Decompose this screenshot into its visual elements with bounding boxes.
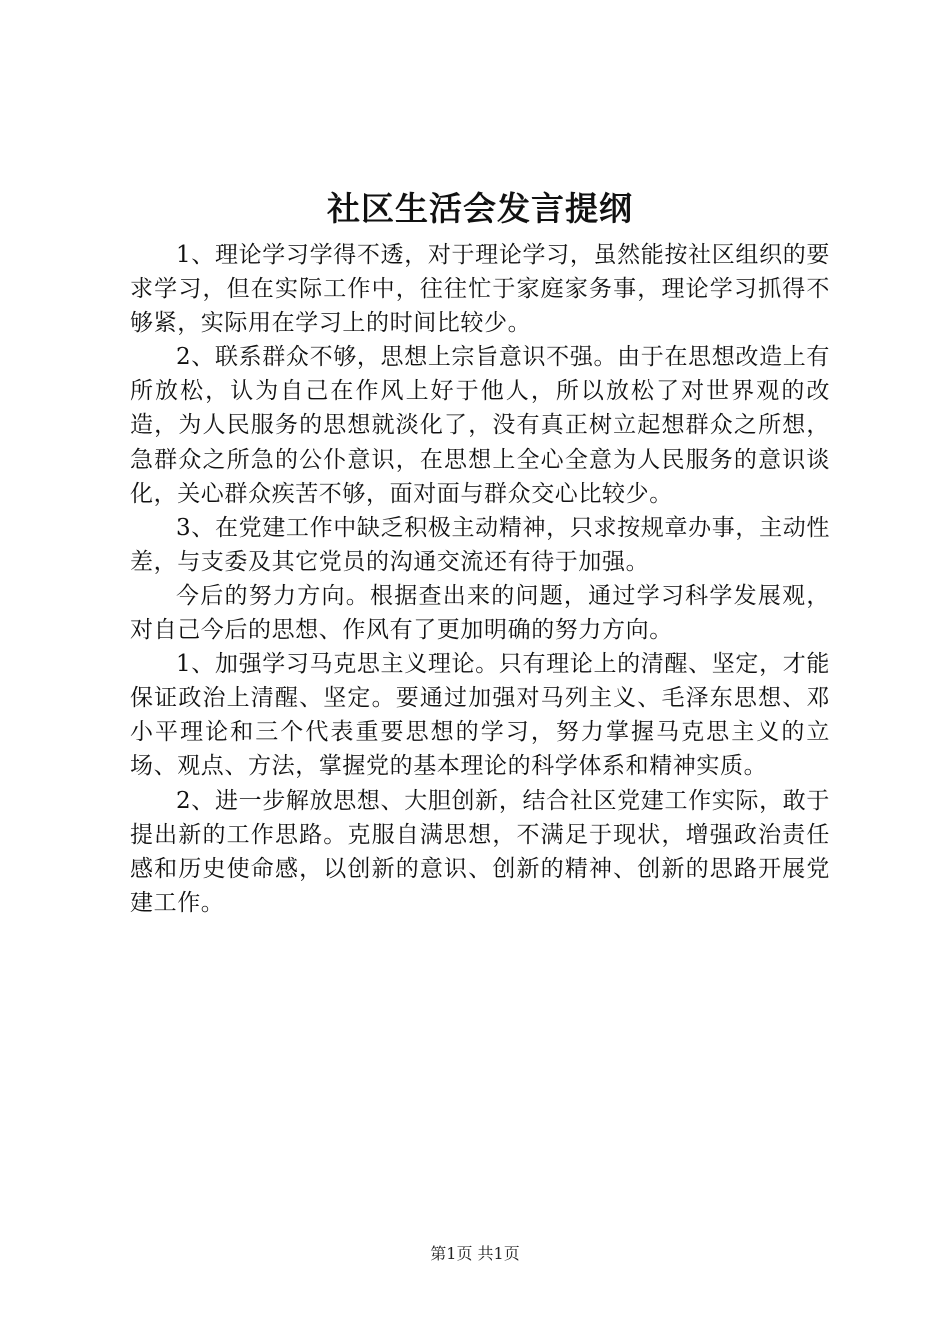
paragraph-3: 3、在党建工作中缺乏积极主动精神，只求按规章办事，主动性差，与支委及其它党员的沟通交流还有待于加强。 [130,514,830,575]
document-title: 社区生活会发言提纲 [327,189,633,228]
paragraph-2: 2、联系群众不够，思想上宗旨意识不强。由于在思想改造上有所放松，认为自己在作风上好于他人，所以放松了对世界观的改造，为人民服务的思想就淡化了，没有真正树立起想群众之所想，急群众之所急的公仆意识，在思想上全心全意为人民服务的意识谈化，关心群众疾苦不够，面对面与群众交心比较少。 [130,344,830,507]
paragraph-1: 1、理论学习学得不透，对于理论学习，虽然能按社区组织的要求学习，但在实际工作中，往往忙于家庭家务事，理论学习抓得不够紧，实际用在学习上的时间比较少。 [130,242,830,337]
document-body [130,238,830,920]
paragraph-5: 1、加强学习马克思主义理论。只有理论上的清醒、坚定，才能保证政治上清醒、坚定。要通过加强对马列主义、毛泽东思想、邓小平理论和三个代表重要思想的学习，努力掌握马克思主义的立场、观点、方法，掌握党的基本理论的科学体系和精神实质。 [130,651,830,780]
page-footer: 第1页 共1页 [430,1244,520,1263]
paragraph-4: 今后的努力方向。根据查出来的问题，通过学习科学发展观，对自己今后的思想、作风有了更加明确的努力方向。 [130,582,830,644]
paragraph-6: 2、进一步解放思想、大胆创新，结合社区党建工作实际，敢于提出新的工作思路。克服自满思想，不满足于现状，增强政治责任感和历史使命感，以创新的意识、创新的精神、创新的思路开展党建工作。 [130,787,830,916]
